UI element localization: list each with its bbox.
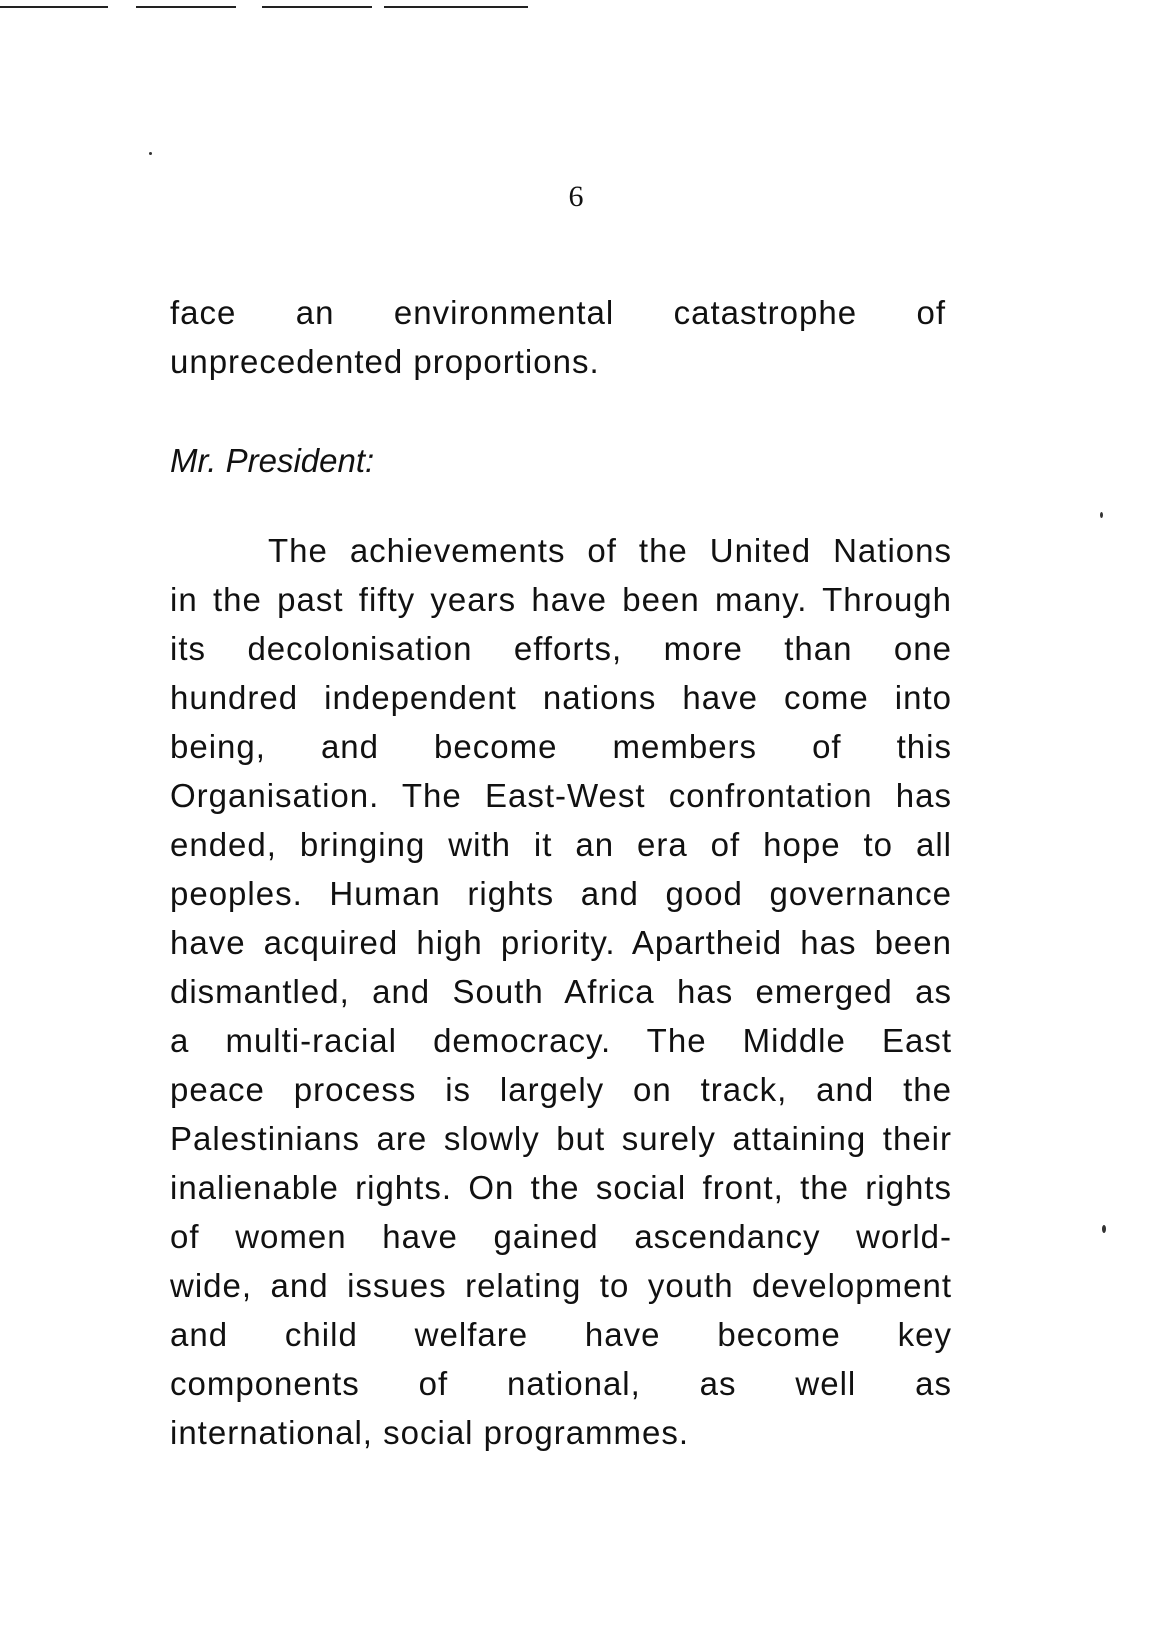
text-line: a multi-racial democracy. The Middle East <box>170 1022 952 1059</box>
scan-artifact-line <box>0 6 108 8</box>
text-line: have acquired high priority. Apartheid has been <box>170 924 952 961</box>
text-line: hundred independent nations have come into <box>170 679 952 716</box>
text-line: peace process is largely on track, and the <box>170 1071 952 1108</box>
scan-artifact-dot <box>1102 1225 1106 1233</box>
text-line: peoples. Human rights and good governance <box>170 875 952 912</box>
text-line: being, and become members of this <box>170 728 952 765</box>
text-line: dismantled, and South Africa has emerged as <box>170 973 952 1010</box>
text-line: its decolonisation efforts, more than one <box>170 630 952 667</box>
text-line: ended, bringing with it an era of hope to all <box>170 826 952 863</box>
text-line: unprecedented proportions. <box>170 343 600 380</box>
scan-artifact-dot <box>1100 512 1103 518</box>
scan-artifact-line <box>262 6 372 8</box>
body-paragraph <box>170 526 952 1457</box>
text-line: and child welfare have become key <box>170 1316 952 1353</box>
continuation-text <box>170 288 946 386</box>
text-line: of women have gained ascendancy world- <box>170 1218 952 1255</box>
scan-artifact-line <box>136 6 236 8</box>
salutation: Mr. President: <box>170 442 375 479</box>
text-line: The achievements of the United Nations <box>268 532 952 569</box>
page-number: 6 <box>568 180 584 213</box>
scan-artifact-dot <box>149 152 152 155</box>
text-line: in the past fifty years have been many. Through <box>170 581 952 618</box>
text-line: Organisation. The East-West confrontation has <box>170 777 952 814</box>
text-line: wide, and issues relating to youth development <box>170 1267 952 1304</box>
text-line: components of national, as well as <box>170 1365 952 1402</box>
text-line: face an environmental catastrophe of <box>170 294 946 331</box>
scan-artifact-line <box>384 6 528 8</box>
text-line: inalienable rights. On the social front, the rights <box>170 1169 952 1206</box>
text-line: international, social programmes. <box>170 1414 690 1451</box>
text-line: Palestinians are slowly but surely attaining their <box>170 1120 952 1157</box>
